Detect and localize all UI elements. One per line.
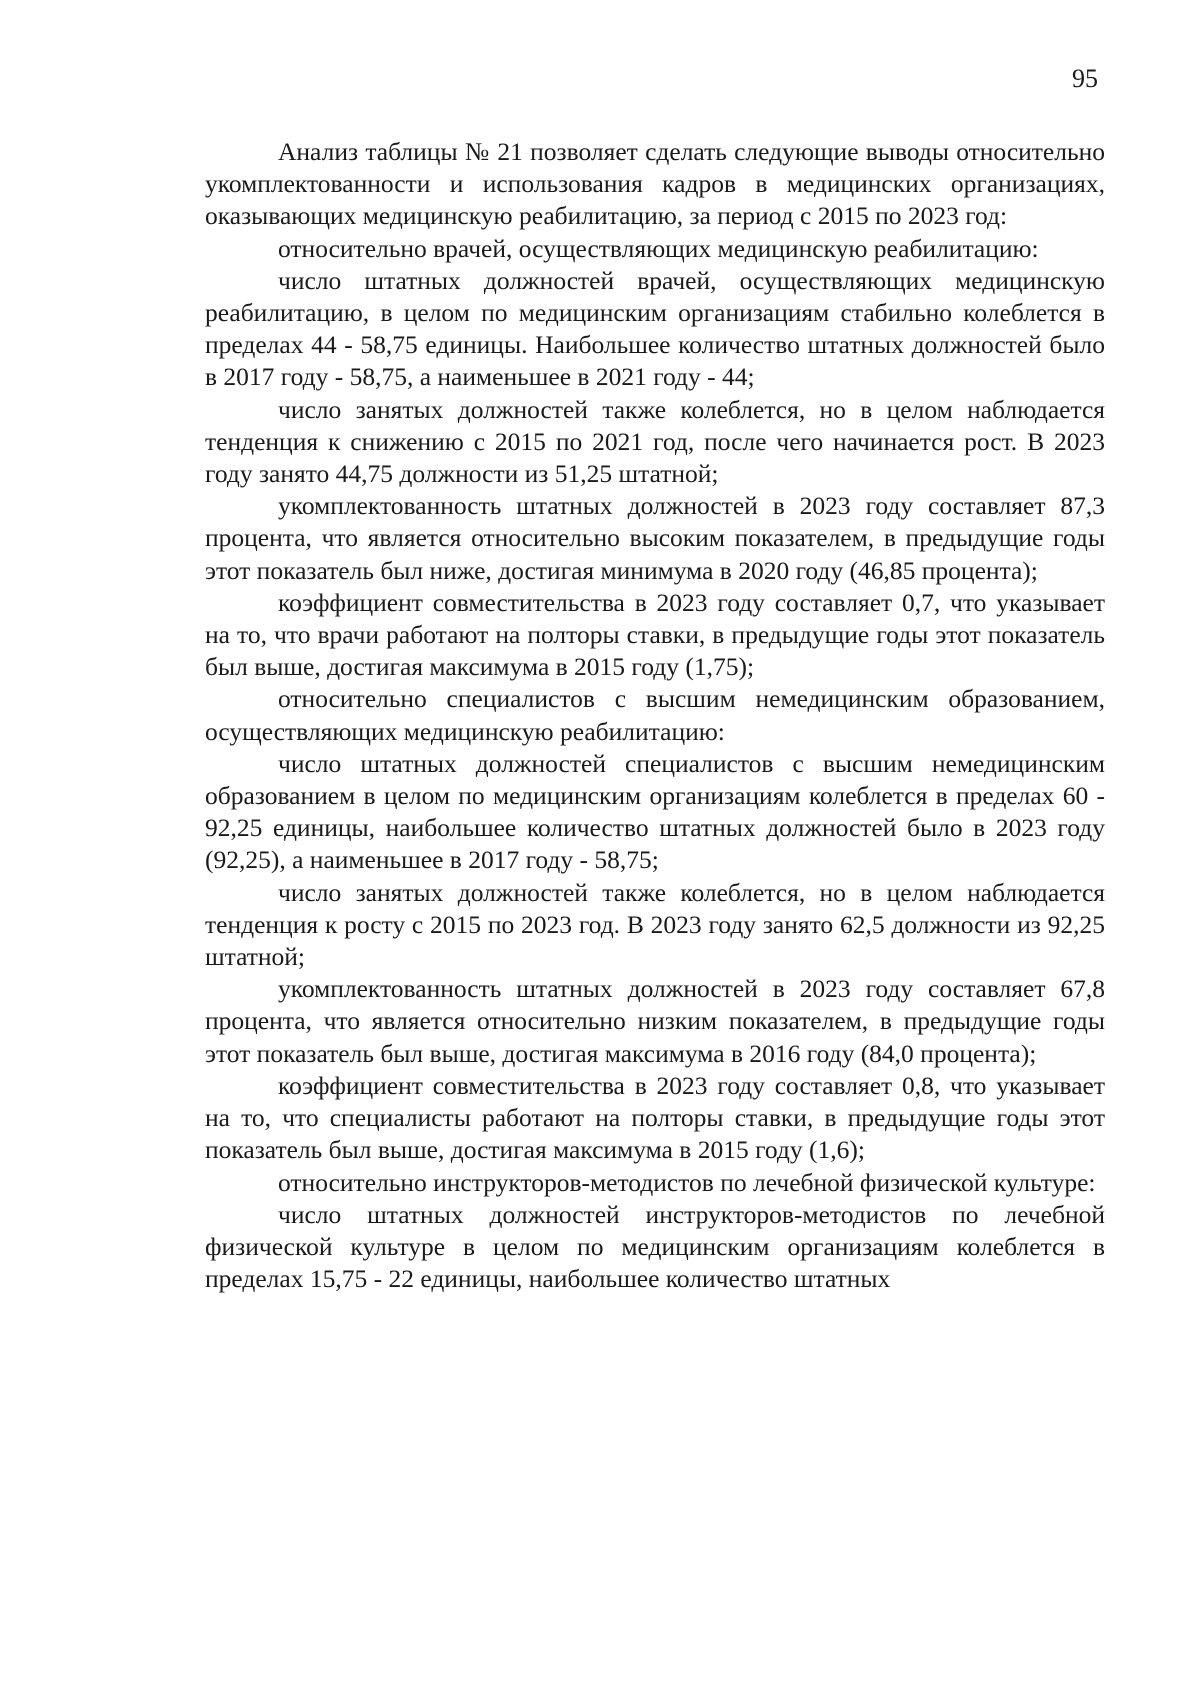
specialists-part-time-coefficient-paragraph: коэффициент совместительства в 2023 году составляет 0,8, что указывает на то, что специалисты работают на полторы ставки, в предыдущие годы этот показатель был выше, достигая максимума в 2015 году (1,6);: [205, 1070, 1105, 1165]
doctors-occupied-positions-paragraph: число занятых должностей также колеблется, но в целом наблюдается тенденция к снижению с 2015 по 2021 год, после чего начинается рост. В 2023 году занято 44,75 должности из 51,25 штатной;: [205, 394, 1105, 489]
specialists-occupied-positions-paragraph: число занятых должностей также колеблется, но в целом наблюдается тенденция к росту с 2015 по 2023 год. В 2023 году занято 62,5 должности из 92,25 штатной;: [205, 877, 1105, 972]
doctors-part-time-coefficient-paragraph: коэффициент совместительства в 2023 году составляет 0,7, что указывает на то, что врачи работают на полторы ставки, в предыдущие годы этот показатель был выше, достигая максимума в 2015 году (1,75);: [205, 587, 1105, 682]
page-number: 95: [1072, 64, 1098, 93]
section-nonmedical-specialists-heading: относительно специалистов с высшим немедицинским образованием, осуществляющих медицинскую реабилитацию:: [205, 684, 1105, 746]
instructors-staff-positions-paragraph: число штатных должностей инструкторов-методистов по лечебной физической культуре в целом по медицинским организациям колеблется в пределах 15,75 - 22 единицы, наибольшее количество штатных: [205, 1199, 1105, 1294]
intro-paragraph: Анализ таблицы № 21 позволяет сделать следующие выводы относительно укомплектованности и использования кадров в медицинских организациях, оказывающих медицинскую реабилитацию, за период с 2015 по 2023 год:: [205, 137, 1105, 231]
doctors-staffing-level-paragraph: укомплектованность штатных должностей в 2023 году составляет 87,3 процента, что является относительно высоким показателем, в предыдущие годы этот показатель был ниже, достигая минимума в 2020 году (46,85 процента);: [205, 491, 1105, 585]
specialists-staff-positions-paragraph: число штатных должностей специалистов с высшим немедицинским образованием в целом по медицинским организациям колеблется в пределах 60 - 92,25 единицы, наибольшее количество штатных должностей было в 2023 году (92,25), а наименьшее в 2017 году - 58,75;: [205, 748, 1105, 875]
document-body: [205, 136, 1105, 1295]
section-doctors-heading: относительно врачей, осуществляющих медицинскую реабилитацию:: [278, 233, 1039, 263]
doctors-staff-positions-paragraph: число штатных должностей врачей, осуществляющих медицинскую реабилитацию, в целом по медицинским организациям стабильно колеблется в пределах 44 - 58,75 единицы. Наибольшее количество штатных должностей было в 2017 году - 58,75, а наименьшее в 2021 году - 44;: [205, 265, 1105, 392]
section-instructors-heading: относительно инструкторов-методистов по лечебной физической культуре:: [278, 1167, 1096, 1197]
specialists-staffing-level-paragraph: укомплектованность штатных должностей в 2023 году составляет 67,8 процента, что является относительно низким показателем, в предыдущие годы этот показатель был выше, достигая максимума в 2016 году (84,0 процента);: [205, 974, 1105, 1068]
